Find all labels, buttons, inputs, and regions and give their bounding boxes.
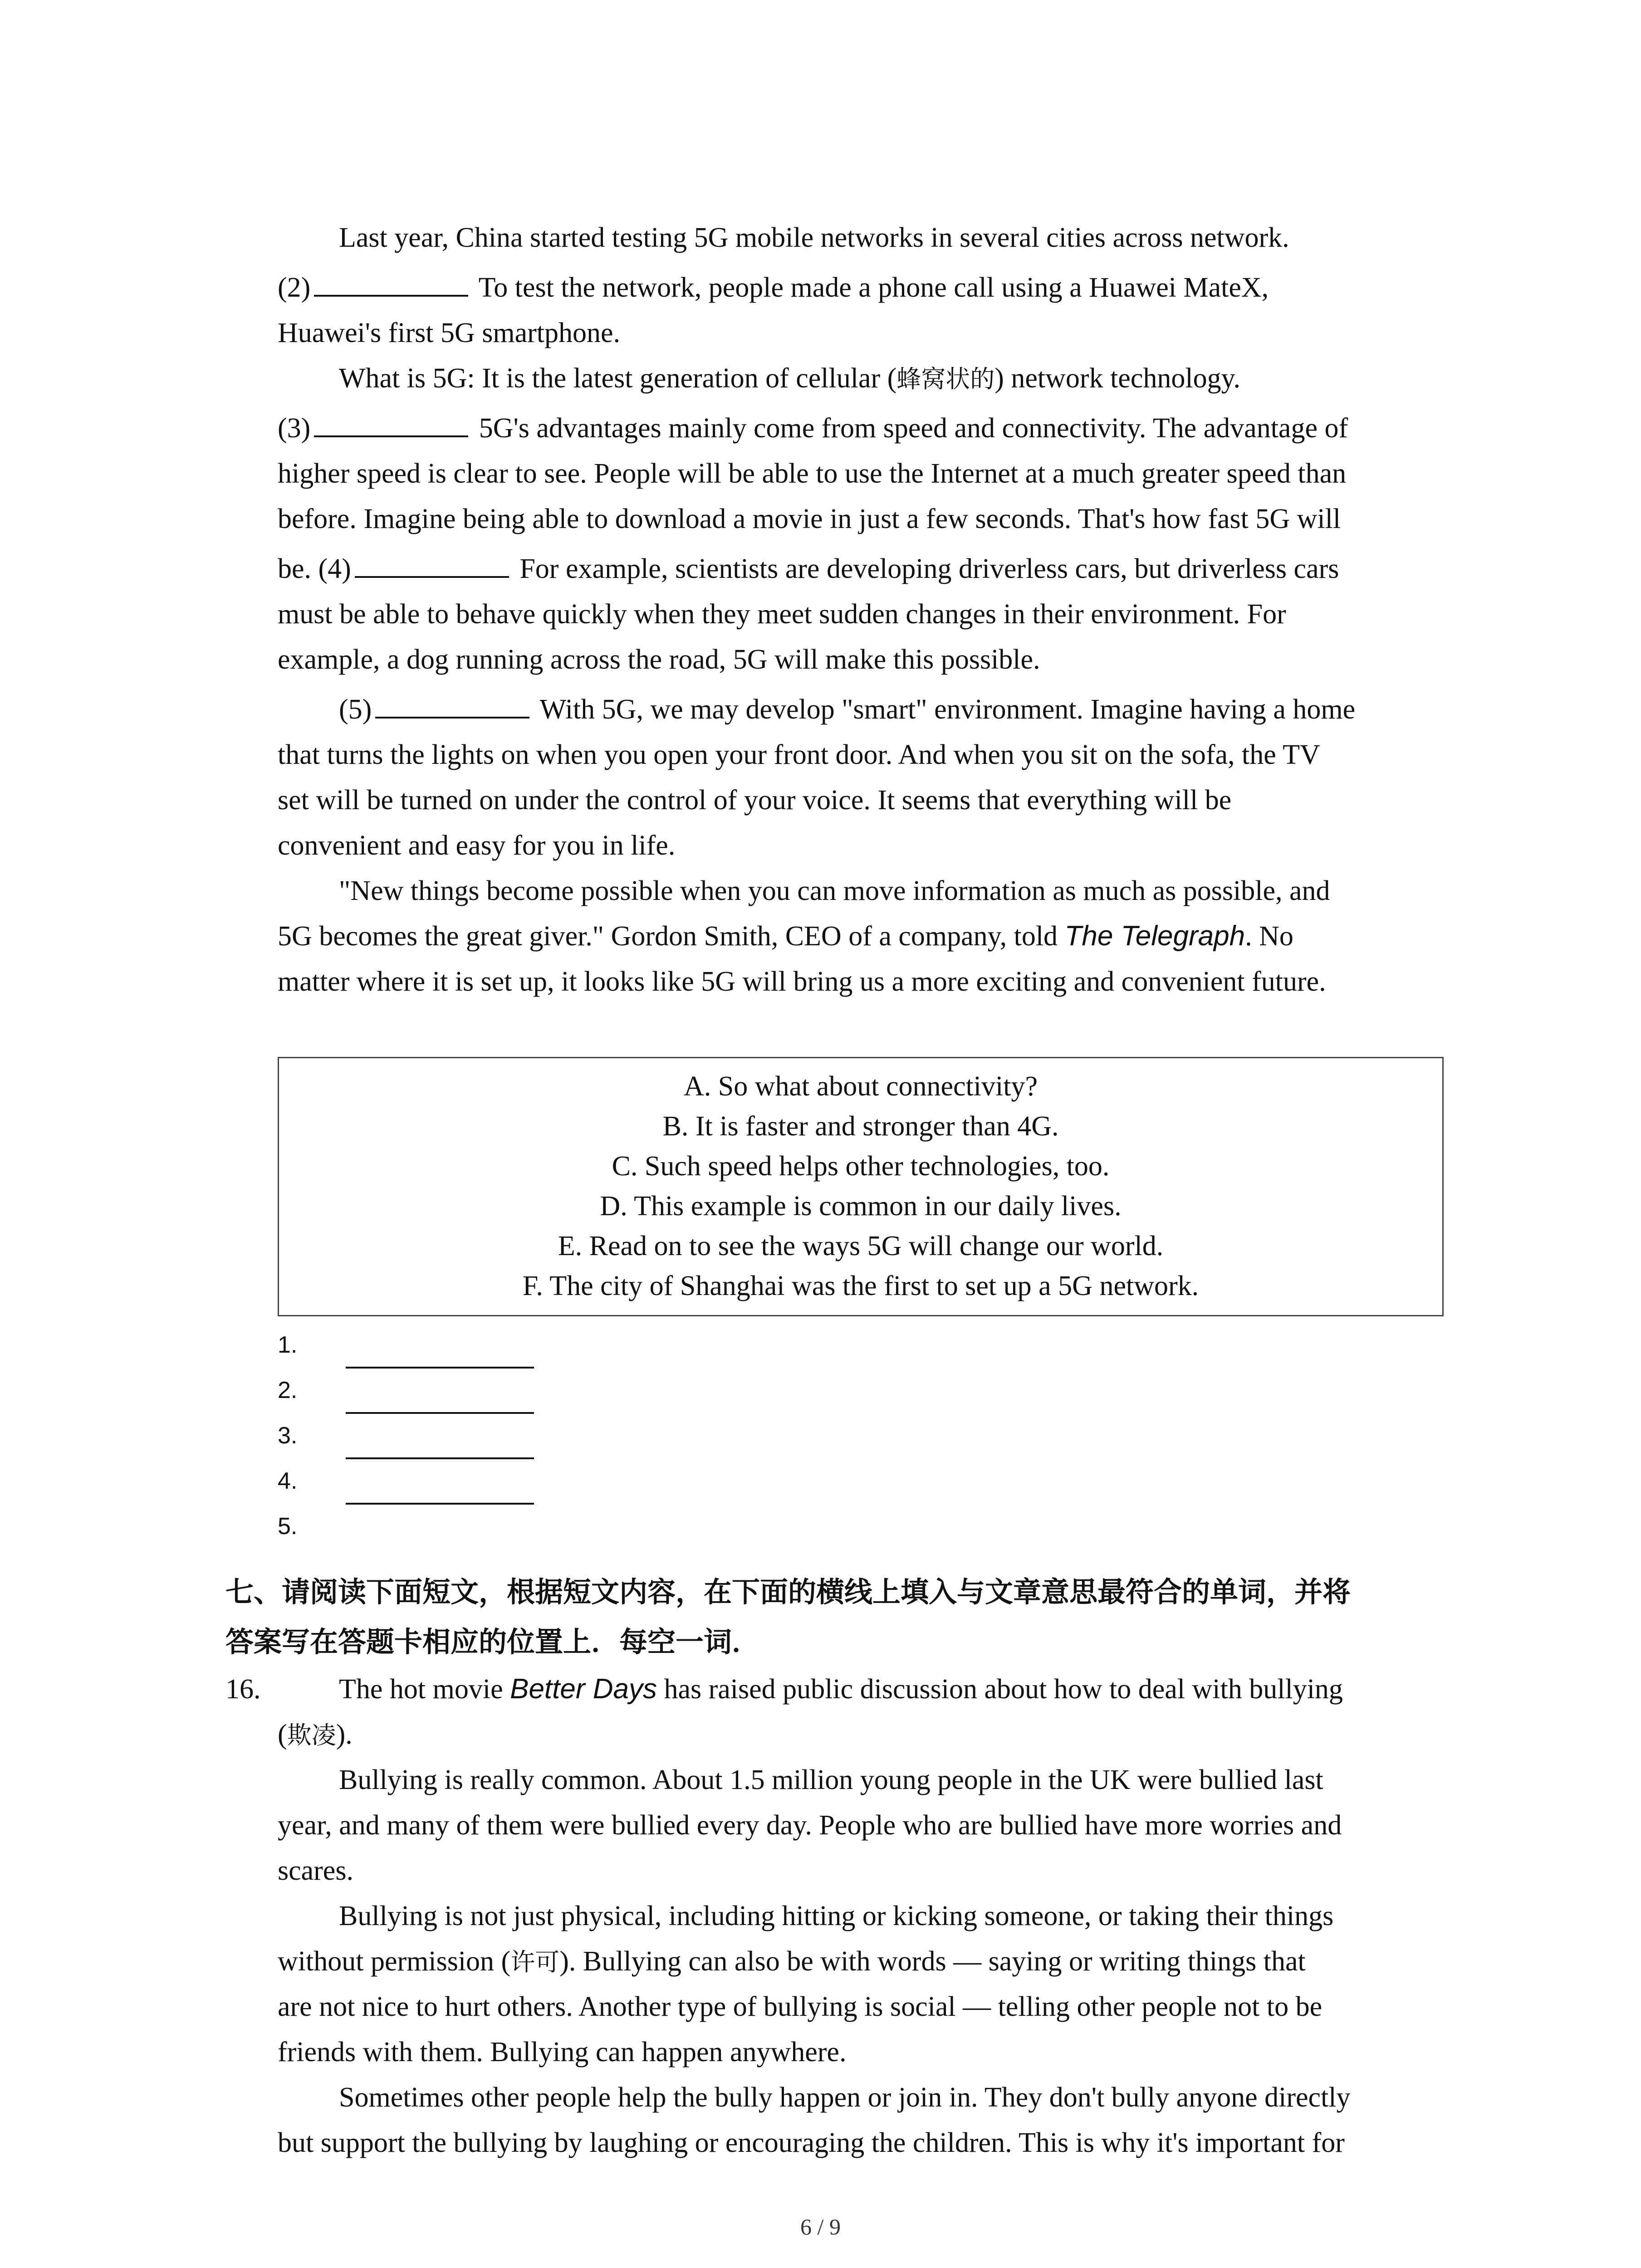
- text: example, a dog running across the road, 5G will make this possible.: [278, 644, 1040, 675]
- page-number: 6 / 9: [800, 2214, 841, 2239]
- passage2-line-9: [278, 2029, 1457, 2075]
- text: are not nice to hurt others. Another type of bullying is social — telling other people not to be: [278, 1991, 1323, 2022]
- text: set will be turned on under the control of your voice. It seems that everything will be: [278, 785, 1232, 816]
- passage2-line-5: [278, 1848, 1457, 1893]
- passage1-line-2: [278, 265, 1457, 310]
- option-d: D. This example is common in our daily lives.: [600, 1191, 1122, 1222]
- passage2-line-3: [339, 1757, 1519, 1803]
- text: matter where it is set up, it looks like 5G will bring us a more exciting and convenient future.: [278, 966, 1326, 997]
- text: 5G becomes the great giver." Gordon Smith, CEO of a company, told: [278, 921, 1065, 952]
- text: 5G's advantages mainly come from speed and connectivity. The advantage of: [472, 413, 1348, 444]
- answer-blank-4[interactable]: [355, 552, 509, 578]
- chinese-gloss: 蜂窝状的: [896, 365, 995, 393]
- answer-line-2[interactable]: [346, 1412, 534, 1414]
- text: With 5G, we may develop "smart" environment. Imagine having a home: [533, 694, 1356, 725]
- option-a: A. So what about connectivity?: [684, 1071, 1038, 1102]
- passage1-line-15: [339, 868, 1519, 914]
- text: Last year, China started testing 5G mobile networks in several cities across network.: [339, 222, 1289, 253]
- passage1-line-13: [278, 777, 1457, 823]
- question-number: 16.: [225, 1674, 261, 1705]
- answer-line-3[interactable]: [346, 1457, 534, 1459]
- text: friends with them. Bullying can happen anywhere.: [278, 2037, 847, 2068]
- chinese-gloss: 欺凌: [287, 1721, 336, 1750]
- answer-number-1: 1.: [278, 1332, 298, 1358]
- text: has raised public discussion about how to deal with bullying: [657, 1674, 1343, 1705]
- answer-line-1[interactable]: [346, 1367, 534, 1369]
- movie-title: Better Days: [510, 1673, 657, 1705]
- text: scares.: [278, 1855, 353, 1886]
- passage1-line-16: [278, 914, 1457, 959]
- answer-number-5: 5.: [278, 1513, 298, 1540]
- newspaper-title: The Telegraph: [1064, 920, 1245, 952]
- answer-number-3: 3.: [278, 1422, 298, 1449]
- passage1-line-5: [278, 406, 1457, 451]
- passage2-line-7: [278, 1939, 1457, 1985]
- text: year, and many of them were bullied every day. People who are bullied have more worries and: [278, 1810, 1342, 1841]
- passage2-line-4: [278, 1803, 1457, 1848]
- text: For example, scientists are developing driverless cars, but driverless cars: [512, 553, 1339, 584]
- passage1-line-3: [278, 310, 1457, 356]
- text: Bullying is really common. About 1.5 million young people in the UK were bullied last: [339, 1765, 1323, 1795]
- answer-line-4[interactable]: [346, 1503, 534, 1505]
- passage1-line-14: [278, 823, 1457, 868]
- passage1-line-11: [339, 687, 1519, 732]
- text: that turns the lights on when you open your front door. And when you sit on the sofa, the TV: [278, 739, 1320, 770]
- text: ) network technology.: [994, 363, 1241, 394]
- blank-number: (5): [339, 694, 372, 725]
- passage2-line-6: [339, 1893, 1519, 1939]
- answer-number-2: 2.: [278, 1377, 298, 1403]
- passage1-line-17: [278, 959, 1457, 1004]
- passage1-line-4: [339, 356, 1519, 402]
- passage1-line-9: [278, 591, 1457, 637]
- text: The hot movie: [339, 1674, 510, 1705]
- text: convenient and easy for you in life.: [278, 830, 676, 861]
- passage1-line-6: [278, 451, 1457, 496]
- text: ). Bullying can also be with words — saying or writing things that: [559, 1946, 1306, 1977]
- answer-number-4: 4.: [278, 1468, 298, 1494]
- text: ).: [336, 1719, 353, 1750]
- passage1-line-1: [339, 215, 1519, 260]
- passage2-line-10: [339, 2075, 1519, 2120]
- option-f: F. The city of Shanghai was the first to set up a 5G network.: [522, 1271, 1199, 1301]
- passage2-line-2: [278, 1712, 1457, 1758]
- option-e: E. Read on to see the ways 5G will change our world.: [558, 1231, 1164, 1261]
- passage1-line-8: [278, 546, 1457, 591]
- text: What is 5G: It is the latest generation of cellular (: [339, 363, 897, 394]
- answer-blank-2[interactable]: [314, 270, 468, 297]
- text: Bullying is not just physical, including hitting or kicking someone, or taking their things: [339, 1901, 1334, 1931]
- passage1-line-10: [278, 637, 1457, 682]
- section-heading-line-2: 答案写在答题卡相应的位置上．每空一词．: [225, 1625, 760, 1658]
- text: higher speed is clear to see. People will be able to use the Internet at a much greater speed than: [278, 458, 1347, 489]
- text: before. Imagine being able to download a movie in just a few seconds. That's how fast 5G will: [278, 503, 1341, 534]
- option-c: C. Such speed helps other technologies, too.: [612, 1151, 1110, 1182]
- text: Sometimes other people help the bully happen or join in. They don't bully anyone directly: [339, 2082, 1351, 2113]
- text: without permission (: [278, 1946, 511, 1977]
- text: (: [278, 1719, 287, 1750]
- answer-blank-3[interactable]: [314, 411, 468, 437]
- answer-blank-5[interactable]: [375, 692, 529, 719]
- text: Huawei's first 5G smartphone.: [278, 318, 621, 348]
- text: but support the bullying by laughing or encouraging the children. This is why it's important for: [278, 2127, 1345, 2158]
- text: be. (4): [278, 553, 351, 584]
- passage2-line-11: [278, 2120, 1457, 2165]
- text: "New things become possible when you can move information as much as possible, and: [339, 875, 1330, 906]
- passage2-line-1: [339, 1667, 1519, 1712]
- text: . No: [1245, 921, 1293, 952]
- text: To test the network, people made a phone call using a Huawei MateX,: [472, 272, 1269, 303]
- passage1-line-7: [278, 496, 1457, 542]
- passage2-line-8: [278, 1984, 1457, 2029]
- blank-number: (3): [278, 413, 311, 444]
- passage1-line-12: [278, 732, 1457, 777]
- options-box: [278, 1057, 1444, 1316]
- blank-number: (2): [278, 272, 311, 303]
- option-b: B. It is faster and stronger than 4G.: [662, 1111, 1059, 1142]
- section-heading-line-1: 七、请阅读下面短文，根据短文内容，在下面的横线上填入与文章意思最符合的单词，并将: [225, 1575, 1351, 1608]
- chinese-gloss: 许可: [510, 1948, 560, 1976]
- text: must be able to behave quickly when they meet sudden changes in their environment. For: [278, 599, 1286, 630]
